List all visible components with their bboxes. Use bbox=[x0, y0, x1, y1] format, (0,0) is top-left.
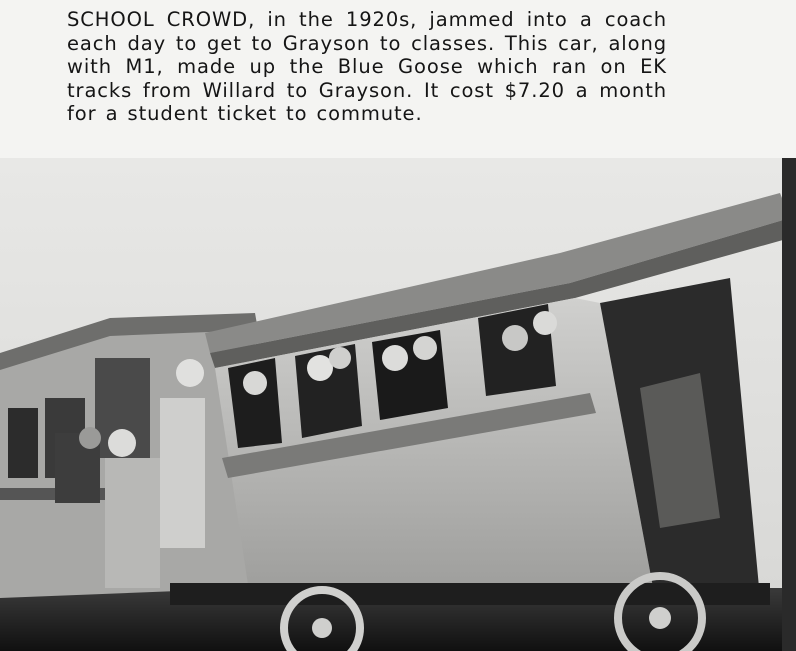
photo-caption: SCHOOL CROWD, in the 1920s, jammed into a coach each day to get to Grayson to classes. This car, along with M1, made up the Blue Goose which ran on EK tracks from Willard to Grayson. It cost $7.20 a month for a student ticket to commute. bbox=[67, 8, 667, 125]
coach-window bbox=[372, 330, 448, 420]
historic-photograph bbox=[0, 158, 796, 651]
coach-underframe bbox=[170, 583, 770, 605]
coach-window bbox=[295, 344, 362, 438]
